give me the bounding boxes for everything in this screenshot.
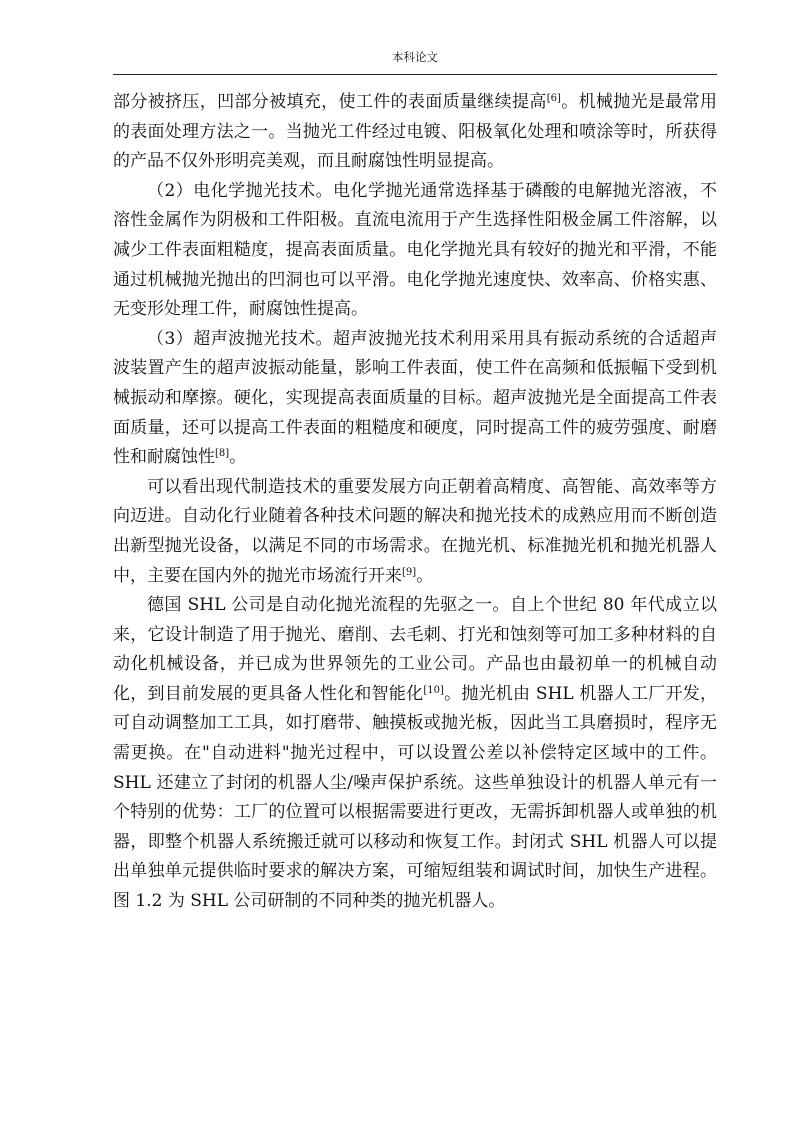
citation-10: [10] (423, 684, 444, 696)
text-run: 德国 SHL 公司是自动化抛光流程的先驱之一。自上个世纪 80 年代成立以来，它设计制造了用于抛光、磨削、去毛刺、打光和蚀刻等可加工多种材料的自动化机械设备，并已成为世界领先的工业公司。产品也由最初单一的机械自动化，到目前发展的更具备人性化和智能化 (113, 595, 717, 704)
text-run: 。机械抛光是最常用的表面处理方法之一。当抛光工件经过电镀、阳极氧化处理和喷涂等时，所获得的产品不仅外形明亮美观，而且耐腐蚀性明显提高。 (113, 92, 718, 172)
text-run: （2）电化学抛光技术。电化学抛光通常选择基于磷酸的电解抛光溶液，不溶性金属作为阴极和工件阳极。直流电流用于产生选择性阳极金属工件溶解，以减少工件表面粗糙度，提高表面质量。电化学抛光具有较好的抛光和平滑，不能通过机械抛光抛出的凹洞也可以平滑。电化学抛光速度快、效率高、价格实惠、无变形处理工件，耐腐蚀性提高。 (113, 180, 717, 320)
header-rule (113, 74, 717, 75)
running-header: 本科论文 (392, 50, 438, 64)
paragraph-development-trend (113, 473, 717, 591)
paragraph-electrochemical-polishing (113, 177, 717, 325)
paragraph-shl-company (113, 591, 717, 917)
text-run: 。抛光机由 SHL 机器人工厂开发，可自动调整加工工具，如打磨带、触摸板或抛光板，因此当工具磨损时，程序无需更换。在"自动进料"抛光过程中，可以设置公差以补偿特定区域中的工件。SHL 还建立了封闭的机器人尘/噪声保护系统。这些单独设计的机器人单元有一个特别的优势：工厂的位置可以根据需要进行更改，无需拆卸机器人或单独的机器，即整个机器人系统搬迁就可以移动和恢复工作。封闭式 SHL 机器人可以提出单独单元提供临时要求的解决方案，可缩短组装和调试时间，加快生产进程。图 1.2 为 SHL 公司研制的不同种类的抛光机器人。 (113, 683, 717, 912)
text-run: （3）超声波抛光技术。超声波抛光技术利用采用具有振动系统的合适超声波装置产生的超声波振动能量，影响工件表面，使工件在高频和低振幅下受到机械振动和摩擦。硬化，实现提高表面质量的目标。超声波抛光是全面提高工件表面质量，还可以提高工件表面的粗糙度和硬度，同时提高工件的疲劳强度、耐磨性和耐腐蚀性 (113, 328, 717, 468)
text-run: 。 (229, 447, 247, 468)
paragraph-1 (113, 88, 717, 177)
citation-9: [9] (402, 566, 417, 578)
citation-6: [6] (546, 93, 561, 104)
text-run: 。 (416, 565, 434, 586)
body-text (113, 88, 717, 917)
paragraph-ultrasonic-polishing (113, 325, 717, 473)
citation-8: [8] (215, 448, 230, 460)
text-run: 可以看出现代制造技术的重要发展方向正朝着高精度、高智能、高效率等方向迈进。自动化行业随着各种技术问题的解决和抛光技术的成熟应用而不断创造出新型抛光设备，以满足不同的市场需求。在抛光机、标准抛光机和抛光机器人中，主要在国内外的抛光市场流行开来 (113, 476, 717, 586)
text-run: 部分被挤压，凹部分被填充，使工件的表面质量继续提高 (113, 92, 547, 112)
